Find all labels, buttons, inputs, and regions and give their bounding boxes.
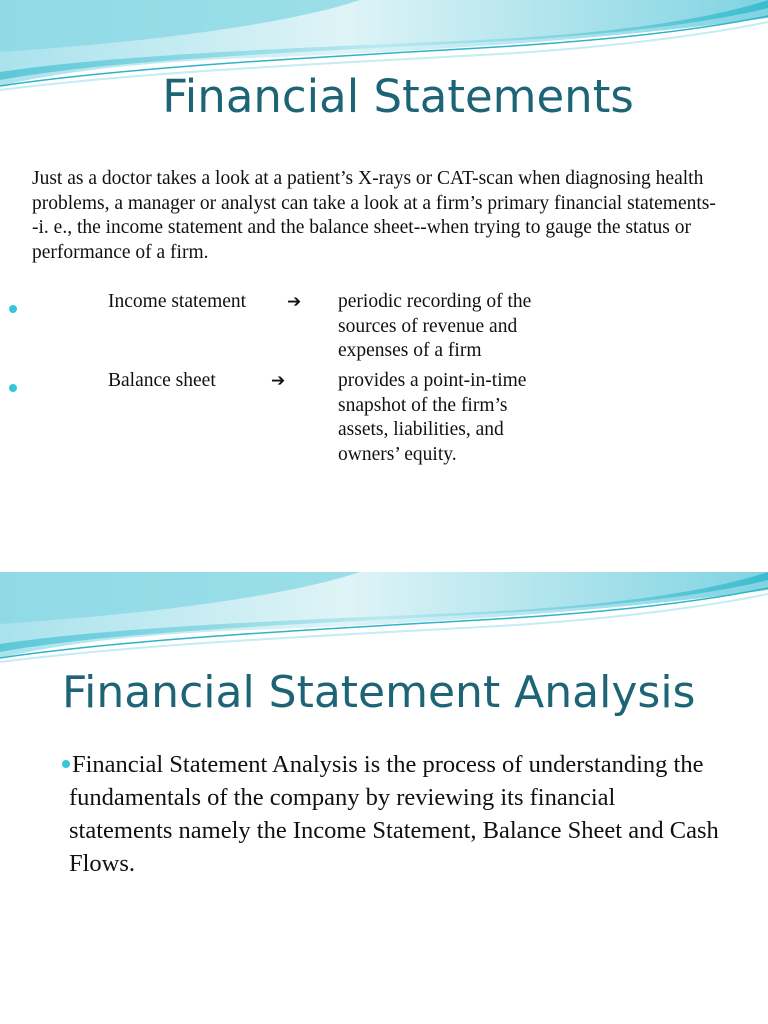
definition-line: periodic recording of the xyxy=(338,291,532,312)
bullet-icon xyxy=(9,384,17,392)
definition-line: sources of revenue and xyxy=(338,315,518,337)
bullet-icon xyxy=(62,760,70,768)
definition-term: Balance sheet xyxy=(108,370,216,391)
definition-line: provides a point-in-time xyxy=(338,370,527,391)
definition-description xyxy=(338,290,598,364)
definition-term: Income statement xyxy=(108,291,247,312)
intro-paragraph: Just as a doctor takes a look at a patient’s X-rays or CAT-scan when diagnosing health problems, a manager or analyst can take a look at a firm’s primary financial statements--i. e., the income statement and the balance sheet--when trying to gauge the status or performance of a firm. xyxy=(32,168,716,263)
slide-title: Financial Statements xyxy=(162,70,634,123)
slide-financial-statement-analysis xyxy=(0,572,768,1024)
bullet-icon xyxy=(9,305,17,313)
definition-line: expenses of a firm xyxy=(338,340,482,362)
definition-line: snapshot of the firm’s xyxy=(338,394,508,416)
definition-line: owners’ equity. xyxy=(338,443,457,465)
arrow-right-icon: ➔ xyxy=(287,292,302,312)
wave-banner xyxy=(0,572,768,672)
definition-line: assets, liabilities, and xyxy=(338,419,504,441)
analysis-text: Financial Statement Analysis is the process of understanding the fundamentals of the company by reviewing its financial statements namely the Income Statement, Balance Sheet and Cash Flows. xyxy=(69,751,719,877)
slide-title: Financial Statement Analysis xyxy=(62,667,696,718)
definition-description xyxy=(338,369,598,467)
analysis-bullet xyxy=(62,748,722,880)
arrow-right-icon: ➔ xyxy=(271,371,286,391)
